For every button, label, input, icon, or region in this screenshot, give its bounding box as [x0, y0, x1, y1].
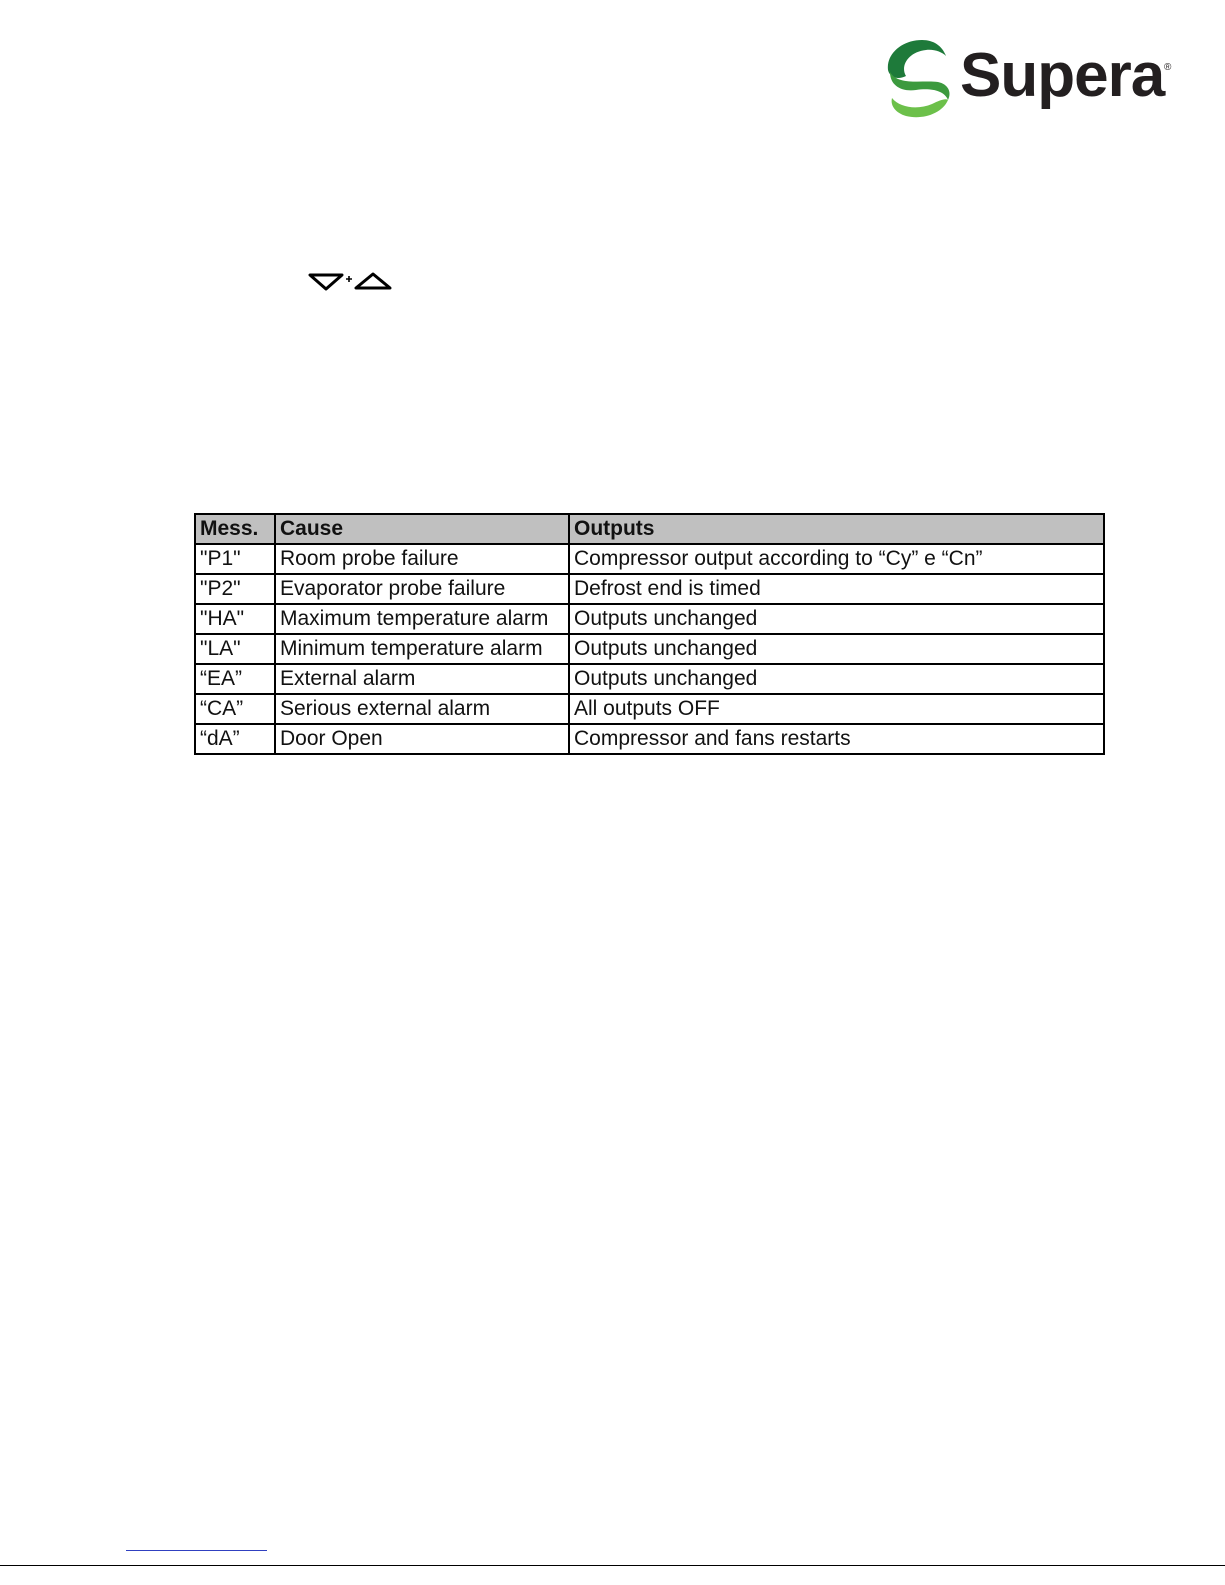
cell-cause: Room probe failure: [275, 544, 569, 574]
table-row: [195, 664, 1104, 694]
cell-mess: “EA”: [195, 664, 275, 694]
header-outputs: Outputs: [569, 514, 1104, 544]
cell-cause: Door Open: [275, 724, 569, 754]
brand-wordmark: Supera: [960, 41, 1165, 110]
header-mess: Mess.: [195, 514, 275, 544]
table-row: [195, 634, 1104, 664]
cell-mess: “dA”: [195, 724, 275, 754]
alarm-messages-table: [194, 513, 1105, 755]
cell-cause: Minimum temperature alarm: [275, 634, 569, 664]
cell-mess: "P1": [195, 544, 275, 574]
cell-mess: "LA": [195, 634, 275, 664]
cell-mess: "HA": [195, 604, 275, 634]
supera-swoosh-icon: [882, 36, 956, 122]
key-combination: [308, 270, 394, 294]
cell-outputs: Compressor and fans restarts: [569, 724, 1104, 754]
footer-link-underline[interactable]: [126, 1550, 267, 1551]
supera-logo: [882, 36, 1182, 122]
footer-divider: [0, 1565, 1225, 1566]
cell-cause: Evaporator probe failure: [275, 574, 569, 604]
table-row: [195, 724, 1104, 754]
up-arrow-icon: [356, 274, 390, 288]
cell-outputs: Outputs unchanged: [569, 604, 1104, 634]
header-cause: Cause: [275, 514, 569, 544]
down-arrow-icon: [310, 275, 342, 289]
cell-outputs: All outputs OFF: [569, 694, 1104, 724]
table-row: [195, 694, 1104, 724]
plus-icon: [346, 276, 352, 282]
table-row: [195, 574, 1104, 604]
cell-cause: External alarm: [275, 664, 569, 694]
cell-mess: "P2": [195, 574, 275, 604]
cell-outputs: Defrost end is timed: [569, 574, 1104, 604]
cell-outputs: Outputs unchanged: [569, 634, 1104, 664]
cell-outputs: Outputs unchanged: [569, 664, 1104, 694]
cell-cause: Maximum temperature alarm: [275, 604, 569, 634]
cell-outputs: Compressor output according to “Cy” e “Cn”: [569, 544, 1104, 574]
registered-mark: ®: [1164, 62, 1172, 73]
table-row: [195, 544, 1104, 574]
cell-mess: “CA”: [195, 694, 275, 724]
table-row: [195, 604, 1104, 634]
table-header-row: [195, 514, 1104, 544]
cell-cause: Serious external alarm: [275, 694, 569, 724]
